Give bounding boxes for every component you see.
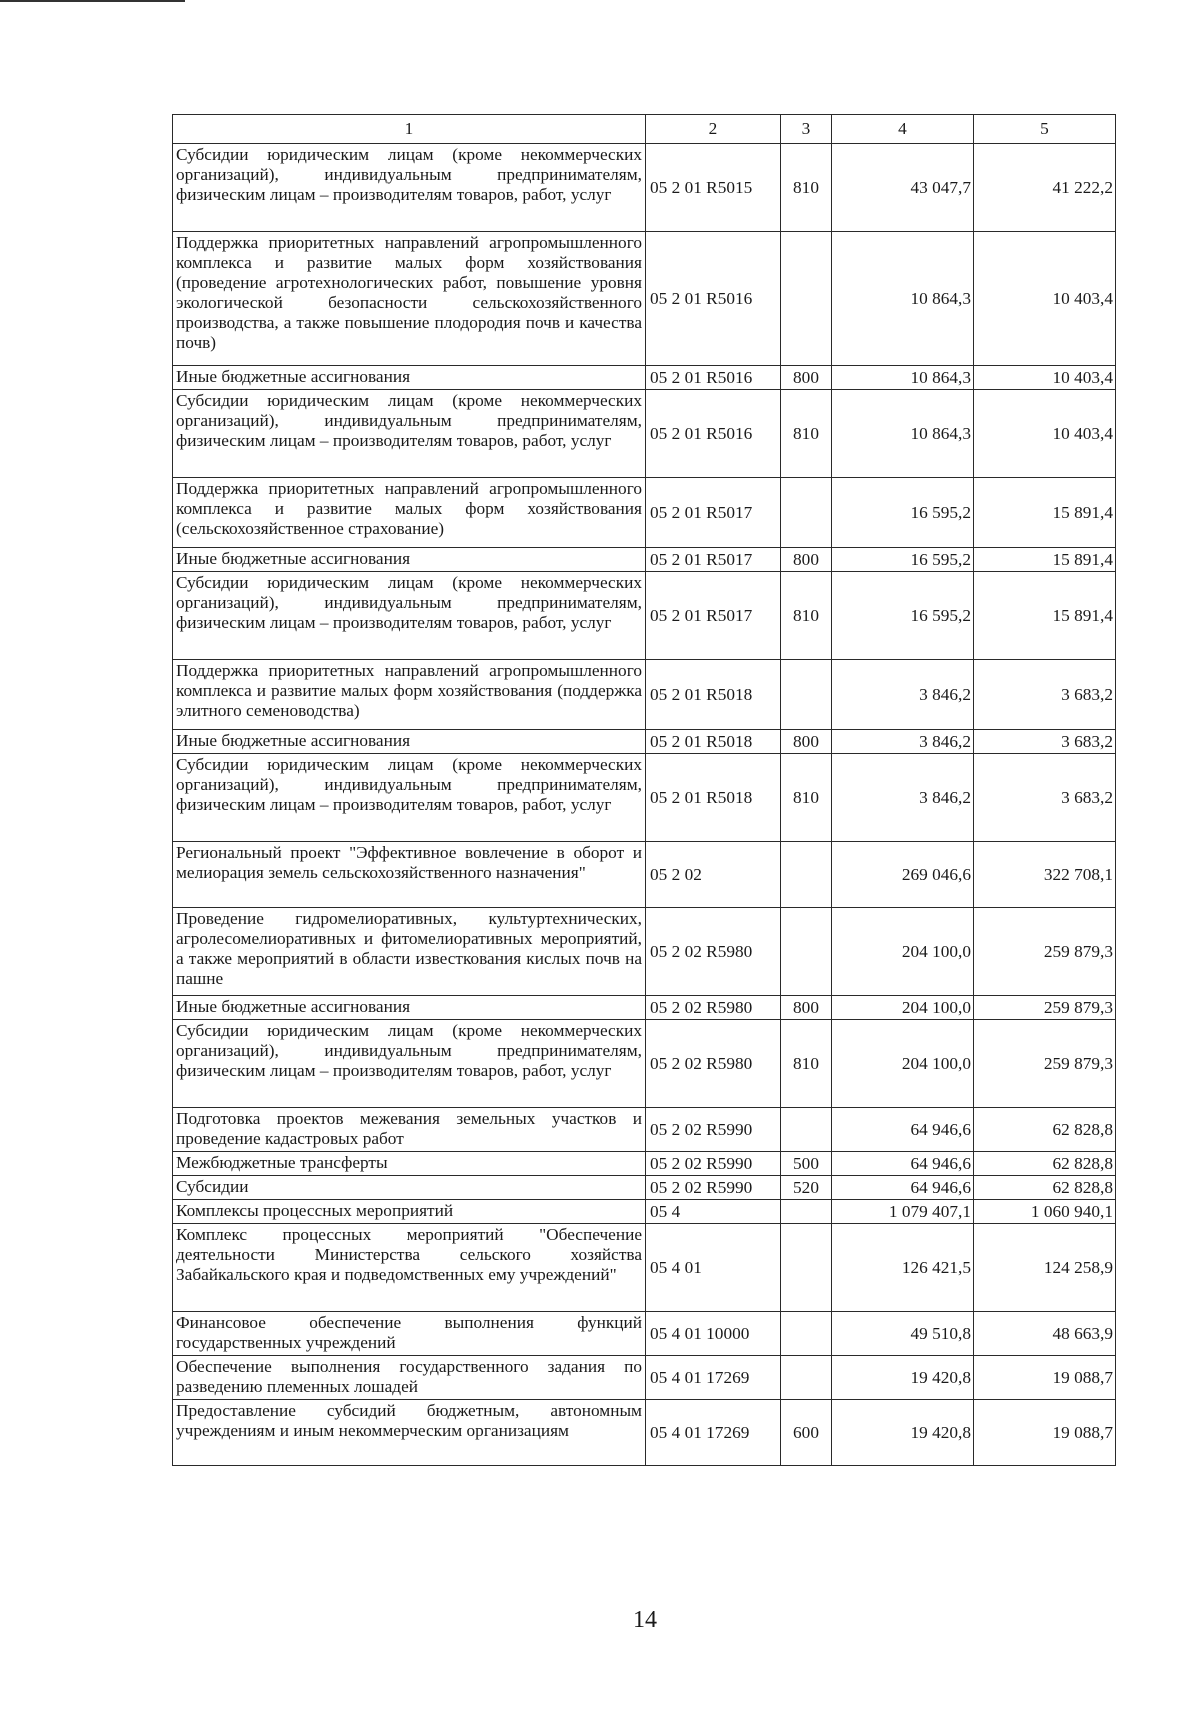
row-expense-type-cell: 800	[781, 366, 832, 390]
row-expense-type-cell	[781, 908, 832, 996]
row-code-cell: 05 2 02 R5990	[646, 1152, 781, 1176]
row-expense-type-cell: 600	[781, 1400, 832, 1466]
table-row	[173, 144, 1116, 232]
row-name-cell: Субсидии юридическим лицам (кроме некоммерческих организаций), индивидуальным предпринимателям, физическим лицам – производителям товаров, работ, услуг	[173, 754, 646, 842]
row-code-cell: 05 2 02 R5990	[646, 1108, 781, 1152]
row-value-2023-cell: 64 946,6	[832, 1152, 974, 1176]
row-code-cell: 05 2 01 R5018	[646, 660, 781, 730]
row-name-cell: Субсидии юридическим лицам (кроме некоммерческих организаций), индивидуальным предпринимателям, физическим лицам – производителям товаров, работ, услуг	[173, 390, 646, 478]
row-expense-type-cell: 810	[781, 754, 832, 842]
row-code-cell: 05 2 02 R5980	[646, 996, 781, 1020]
row-code-cell: 05 2 02 R5980	[646, 908, 781, 996]
row-expense-type-cell	[781, 660, 832, 730]
row-expense-type-cell	[781, 232, 832, 366]
row-expense-type-cell	[781, 478, 832, 548]
row-value-2023-cell: 3 846,2	[832, 660, 974, 730]
row-code-cell: 05 4 01	[646, 1224, 781, 1312]
row-code-cell: 05 4 01 10000	[646, 1312, 781, 1356]
row-code-cell: 05 2 02 R5980	[646, 1020, 781, 1108]
row-code-cell: 05 2 01 R5015	[646, 144, 781, 232]
row-expense-type-cell: 800	[781, 548, 832, 572]
header-col-4: 4	[832, 115, 974, 144]
table-row	[173, 730, 1116, 754]
row-name-cell: Финансовое обеспечение выполнения функций государственных учреждений	[173, 1312, 646, 1356]
table-row	[173, 996, 1116, 1020]
table-row	[173, 660, 1116, 730]
table-body	[173, 144, 1116, 1466]
row-expense-type-cell: 800	[781, 996, 832, 1020]
row-expense-type-cell: 800	[781, 730, 832, 754]
header-col-2: 2	[646, 115, 781, 144]
table-row	[173, 1152, 1116, 1176]
row-name-cell: Региональный проект "Эффективное вовлечение в оборот и мелиорация земель сельскохозяйственного назначения"	[173, 842, 646, 908]
table-row	[173, 1400, 1116, 1466]
row-value-2023-cell: 64 946,6	[832, 1108, 974, 1152]
row-value-2023-cell: 204 100,0	[832, 996, 974, 1020]
table-row	[173, 1020, 1116, 1108]
row-value-2023-cell: 16 595,2	[832, 478, 974, 548]
row-name-cell: Предоставление субсидий бюджетным, автономным учреждениям и иным некоммерческим организациям	[173, 1400, 646, 1466]
budget-table	[172, 114, 1116, 1466]
table-header-row	[173, 115, 1116, 144]
row-name-cell: Поддержка приоритетных направлений агропромышленного комплекса и развитие малых форм хозяйствования (поддержка элитного семеноводства)	[173, 660, 646, 730]
row-expense-type-cell	[781, 1108, 832, 1152]
row-code-cell: 05 2 01 R5018	[646, 730, 781, 754]
row-name-cell: Проведение гидромелиоративных, культуртехнических, агролесомелиоративных и фитомелиоративных мероприятий, а также мероприятий в области известкования кислых почв на пашне	[173, 908, 646, 996]
row-value-2024-cell: 259 879,3	[974, 908, 1116, 996]
row-expense-type-cell: 810	[781, 390, 832, 478]
header-col-5: 5	[974, 115, 1116, 144]
row-expense-type-cell	[781, 1356, 832, 1400]
row-name-cell: Подготовка проектов межевания земельных участков и проведение кадастровых работ	[173, 1108, 646, 1152]
row-expense-type-cell: 810	[781, 144, 832, 232]
table-row	[173, 390, 1116, 478]
table-row	[173, 842, 1116, 908]
table-row	[173, 1200, 1116, 1224]
budget-table-container	[172, 114, 1115, 1466]
row-expense-type-cell	[781, 1312, 832, 1356]
row-value-2024-cell: 322 708,1	[974, 842, 1116, 908]
row-value-2024-cell: 62 828,8	[974, 1176, 1116, 1200]
table-row	[173, 1108, 1116, 1152]
row-value-2024-cell: 1 060 940,1	[974, 1200, 1116, 1224]
row-value-2024-cell: 10 403,4	[974, 232, 1116, 366]
table-row	[173, 754, 1116, 842]
page-number: 14	[633, 1607, 657, 1633]
row-value-2023-cell: 126 421,5	[832, 1224, 974, 1312]
row-code-cell: 05 2 01 R5017	[646, 478, 781, 548]
row-value-2024-cell: 259 879,3	[974, 1020, 1116, 1108]
row-expense-type-cell: 520	[781, 1176, 832, 1200]
table-row	[173, 1356, 1116, 1400]
row-value-2023-cell: 3 846,2	[832, 730, 974, 754]
table-row	[173, 572, 1116, 660]
row-name-cell: Субсидии юридическим лицам (кроме некоммерческих организаций), индивидуальным предпринимателям, физическим лицам – производителям товаров, работ, услуг	[173, 572, 646, 660]
row-value-2024-cell: 10 403,4	[974, 390, 1116, 478]
table-row	[173, 1312, 1116, 1356]
row-name-cell: Субсидии	[173, 1176, 646, 1200]
row-expense-type-cell: 500	[781, 1152, 832, 1176]
table-row	[173, 908, 1116, 996]
row-value-2024-cell: 19 088,7	[974, 1400, 1116, 1466]
row-value-2024-cell: 259 879,3	[974, 996, 1116, 1020]
header-col-3: 3	[781, 115, 832, 144]
row-name-cell: Комплексы процессных мероприятий	[173, 1200, 646, 1224]
row-value-2023-cell: 16 595,2	[832, 572, 974, 660]
table-row	[173, 548, 1116, 572]
row-code-cell: 05 2 01 R5016	[646, 390, 781, 478]
row-code-cell: 05 4 01 17269	[646, 1400, 781, 1466]
row-value-2023-cell: 10 864,3	[832, 366, 974, 390]
row-value-2024-cell: 62 828,8	[974, 1152, 1116, 1176]
row-value-2024-cell: 19 088,7	[974, 1356, 1116, 1400]
row-code-cell: 05 2 01 R5016	[646, 232, 781, 366]
table-row	[173, 366, 1116, 390]
row-code-cell: 05 2 01 R5016	[646, 366, 781, 390]
row-value-2024-cell: 15 891,4	[974, 478, 1116, 548]
row-value-2024-cell: 15 891,4	[974, 548, 1116, 572]
table-row	[173, 478, 1116, 548]
row-code-cell: 05 2 01 R5017	[646, 548, 781, 572]
row-value-2023-cell: 10 864,3	[832, 232, 974, 366]
row-value-2023-cell: 16 595,2	[832, 548, 974, 572]
row-expense-type-cell	[781, 1200, 832, 1224]
row-expense-type-cell: 810	[781, 1020, 832, 1108]
row-value-2024-cell: 48 663,9	[974, 1312, 1116, 1356]
row-value-2023-cell: 3 846,2	[832, 754, 974, 842]
top-rule	[0, 0, 185, 2]
row-value-2023-cell: 43 047,7	[832, 144, 974, 232]
row-name-cell: Межбюджетные трансферты	[173, 1152, 646, 1176]
row-value-2023-cell: 19 420,8	[832, 1400, 974, 1466]
row-expense-type-cell	[781, 842, 832, 908]
row-value-2023-cell: 269 046,6	[832, 842, 974, 908]
row-name-cell: Иные бюджетные ассигнования	[173, 996, 646, 1020]
row-code-cell: 05 2 01 R5017	[646, 572, 781, 660]
row-value-2023-cell: 204 100,0	[832, 908, 974, 996]
row-value-2023-cell: 1 079 407,1	[832, 1200, 974, 1224]
row-code-cell: 05 4 01 17269	[646, 1356, 781, 1400]
row-value-2024-cell: 41 222,2	[974, 144, 1116, 232]
row-name-cell: Субсидии юридическим лицам (кроме некоммерческих организаций), индивидуальным предпринимателям, физическим лицам – производителям товаров, работ, услуг	[173, 1020, 646, 1108]
row-code-cell: 05 4	[646, 1200, 781, 1224]
row-value-2023-cell: 10 864,3	[832, 390, 974, 478]
row-value-2024-cell: 3 683,2	[974, 730, 1116, 754]
row-name-cell: Поддержка приоритетных направлений агропромышленного комплекса и развитие малых форм хозяйствования (проведение агротехнологических работ, повышение уровня экологической безопасности сельскохозяйственного производства, а также повышение плодородия почв и качества почв)	[173, 232, 646, 366]
table-row	[173, 1224, 1116, 1312]
row-name-cell: Иные бюджетные ассигнования	[173, 730, 646, 754]
row-name-cell: Обеспечение выполнения государственного задания по разведению племенных лошадей	[173, 1356, 646, 1400]
row-value-2024-cell: 3 683,2	[974, 660, 1116, 730]
row-name-cell: Субсидии юридическим лицам (кроме некоммерческих организаций), индивидуальным предпринимателям, физическим лицам – производителям товаров, работ, услуг	[173, 144, 646, 232]
row-code-cell: 05 2 02	[646, 842, 781, 908]
row-value-2023-cell: 49 510,8	[832, 1312, 974, 1356]
row-name-cell: Иные бюджетные ассигнования	[173, 548, 646, 572]
row-value-2024-cell: 3 683,2	[974, 754, 1116, 842]
header-col-1: 1	[173, 115, 646, 144]
row-expense-type-cell: 810	[781, 572, 832, 660]
row-value-2023-cell: 204 100,0	[832, 1020, 974, 1108]
row-code-cell: 05 2 02 R5990	[646, 1176, 781, 1200]
row-value-2024-cell: 15 891,4	[974, 572, 1116, 660]
row-expense-type-cell	[781, 1224, 832, 1312]
table-row	[173, 232, 1116, 366]
row-value-2023-cell: 19 420,8	[832, 1356, 974, 1400]
row-code-cell: 05 2 01 R5018	[646, 754, 781, 842]
table-row	[173, 1176, 1116, 1200]
row-value-2024-cell: 10 403,4	[974, 366, 1116, 390]
row-value-2024-cell: 124 258,9	[974, 1224, 1116, 1312]
row-value-2023-cell: 64 946,6	[832, 1176, 974, 1200]
row-name-cell: Комплекс процессных мероприятий "Обеспечение деятельности Министерства сельского хозяйства Забайкальского края и подведомственных ему учреждений"	[173, 1224, 646, 1312]
row-name-cell: Иные бюджетные ассигнования	[173, 366, 646, 390]
row-value-2024-cell: 62 828,8	[974, 1108, 1116, 1152]
row-name-cell: Поддержка приоритетных направлений агропромышленного комплекса и развитие малых форм хозяйствования (сельскохозяйственное страхование)	[173, 478, 646, 548]
